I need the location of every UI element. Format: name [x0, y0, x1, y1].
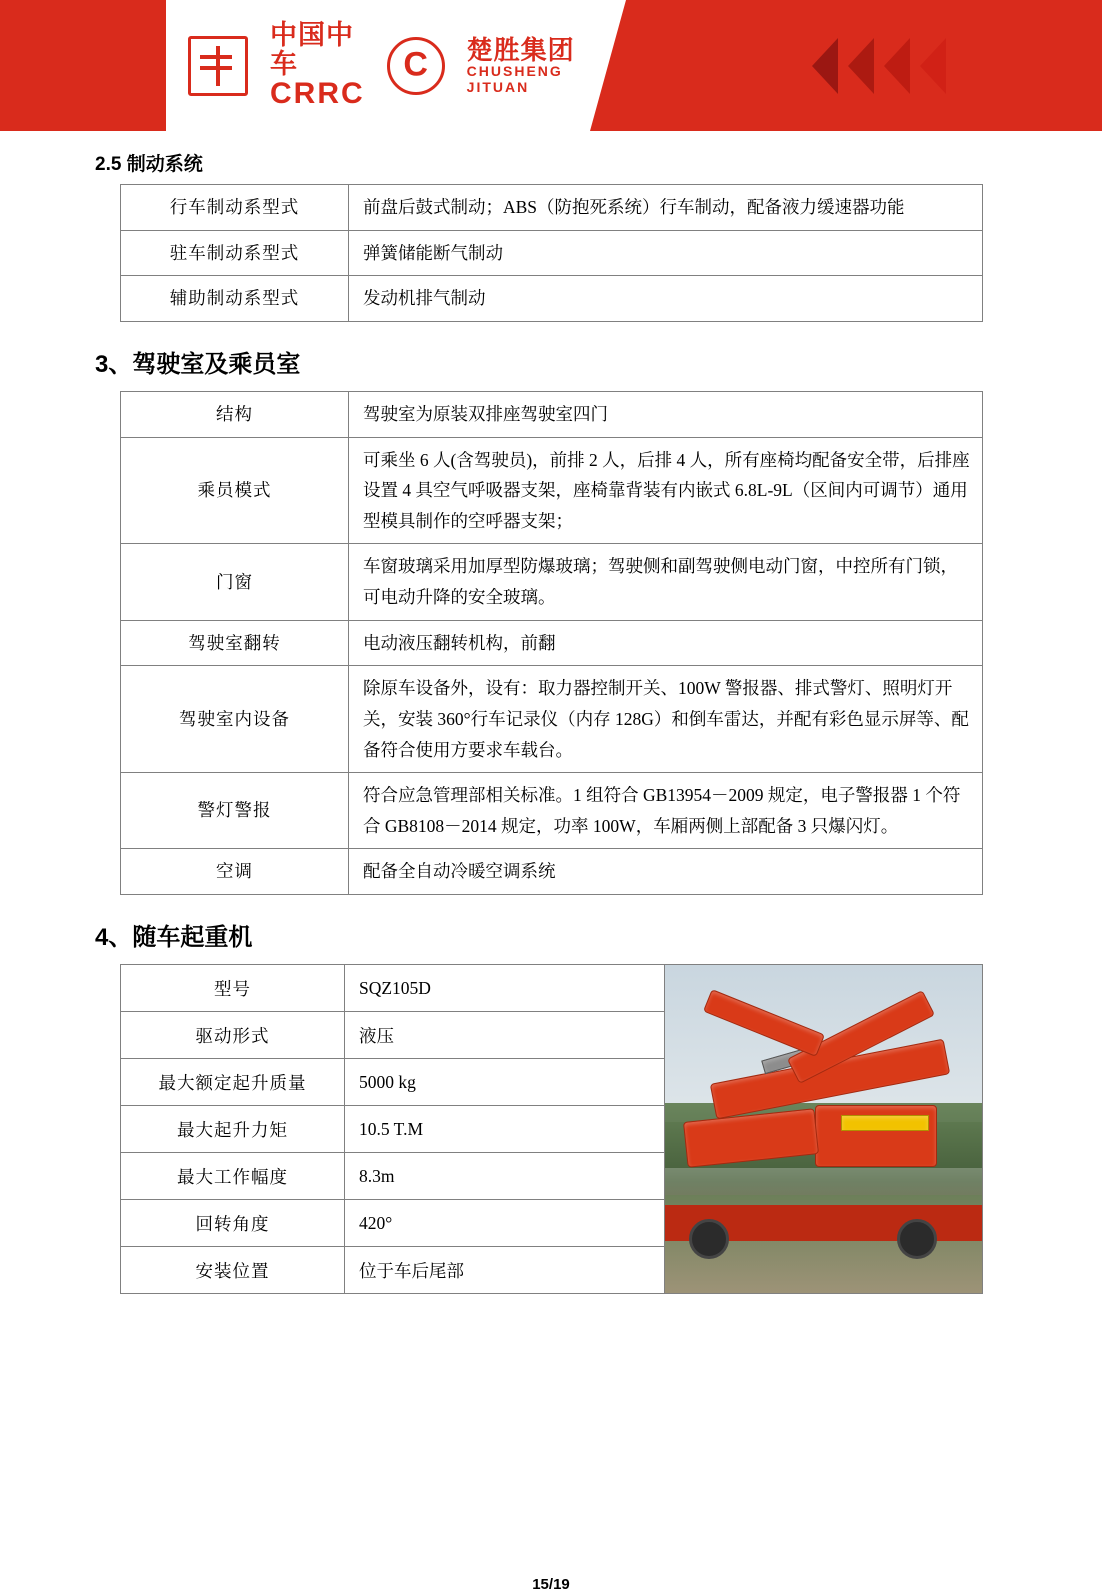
- table-row: [121, 1200, 665, 1247]
- table-row: [121, 849, 983, 895]
- row-value: 5000 kg: [345, 1059, 665, 1106]
- table-row: [121, 230, 983, 276]
- chevron-icon: [848, 38, 874, 94]
- photo-wheel: [689, 1219, 729, 1259]
- chevron-icon: [920, 38, 946, 94]
- crrc-logo-icon: [188, 36, 248, 96]
- row-value: 电动液压翻转机构，前翻: [349, 620, 983, 666]
- table-row: [121, 437, 983, 544]
- row-label: 门窗: [121, 544, 349, 620]
- header-red-band-left: [0, 0, 166, 131]
- row-label: 回转角度: [121, 1200, 345, 1247]
- row-label: 安装位置: [121, 1247, 345, 1294]
- chevron-icon: [812, 38, 838, 94]
- document-body: [0, 149, 1102, 1593]
- row-label: 最大工作幅度: [121, 1153, 345, 1200]
- row-value: SQZ105D: [345, 965, 665, 1012]
- crrc-logo-text: [270, 21, 365, 109]
- row-label: 驻车制动系型式: [121, 230, 349, 276]
- section-heading-brake: 2.5 制动系统: [95, 154, 203, 175]
- crane-section: [120, 964, 983, 1294]
- header-red-band-right: [590, 0, 1102, 131]
- table-row: [121, 1247, 665, 1294]
- row-value: 420°: [345, 1200, 665, 1247]
- table-row: [121, 1153, 665, 1200]
- row-value: 位于车后尾部: [345, 1247, 665, 1294]
- row-value: 驾驶室为原装双排座驾驶室四门: [349, 391, 983, 437]
- header-notch: [590, 0, 626, 131]
- chusheng-logo-english: CHUSHENG JITUAN: [466, 63, 563, 95]
- crane-table: [120, 964, 665, 1294]
- page-number: 15/19: [532, 1576, 570, 1593]
- row-value: 车窗玻璃采用加厚型防爆玻璃；驾驶侧和副驾驶侧电动门窗，中控所有门锁，可电动升降的安全玻璃。: [349, 544, 983, 620]
- table-row: [121, 544, 983, 620]
- chusheng-logo-text: [467, 36, 590, 95]
- row-value: 符合应急管理部相关标准。1 组符合 GB13954－2009 规定，电子警报器 1 个符合 GB8108－2014 规定，功率 100W，车厢两侧上部配备 3 只爆闪灯。: [349, 773, 983, 849]
- row-label: 最大起升力矩: [121, 1106, 345, 1153]
- row-value: 配备全自动冷暖空调系统: [349, 849, 983, 895]
- crrc-logo-english: CRRC: [270, 77, 365, 111]
- page-header: [0, 0, 1102, 131]
- row-value: 前盘后鼓式制动；ABS（防抱死系统）行车制动，配备液力缓速器功能: [349, 185, 983, 231]
- row-value: 发动机排气制动: [349, 276, 983, 322]
- table-row: [121, 1106, 665, 1153]
- row-label: 乘员模式: [121, 437, 349, 544]
- table-row: [121, 666, 983, 773]
- row-label: 型号: [121, 965, 345, 1012]
- row-label: 空调: [121, 849, 349, 895]
- row-label: 结构: [121, 391, 349, 437]
- row-label: 警灯警报: [121, 773, 349, 849]
- row-value: 除原车设备外，设有：取力器控制开关、100W 警报器、排式警灯、照明灯开关，安装 360°行车记录仪（内存 128G）和倒车雷达，并配有彩色显示屏等、配备符合使用方要求车载台。: [349, 666, 983, 773]
- row-value: 10.5 T.M: [345, 1106, 665, 1153]
- table-row: [121, 620, 983, 666]
- row-label: 行车制动系型式: [121, 185, 349, 231]
- row-value: 液压: [345, 1012, 665, 1059]
- chusheng-logo-chinese: 楚胜集团: [466, 34, 575, 65]
- table-row: [121, 185, 983, 231]
- section-heading-crane: 4、随车起重机: [95, 924, 253, 951]
- row-label: 驱动形式: [121, 1012, 345, 1059]
- section-heading-cab: 3、驾驶室及乘员室: [95, 350, 301, 378]
- row-value: 可乘坐 6 人(含驾驶员)，前排 2 人，后排 4 人，所有座椅均配备安全带，后排座设置 4 具空气呼吸器支架，座椅靠背装有内嵌式 6.8L-9L（区间内可调节）通用型模具制作的空呼器支架；: [349, 437, 983, 544]
- row-label: 最大额定起升质量: [121, 1059, 345, 1106]
- row-label: 辅助制动系型式: [121, 276, 349, 322]
- table-row: [121, 391, 983, 437]
- row-label: 驾驶室翻转: [121, 620, 349, 666]
- brake-system-table: [120, 184, 983, 322]
- table-row: [121, 276, 983, 322]
- row-value: 8.3m: [345, 1153, 665, 1200]
- crane-photo: [665, 964, 983, 1294]
- cab-table: [120, 391, 983, 895]
- table-row: [121, 1012, 665, 1059]
- logo-area: [166, 0, 590, 131]
- chusheng-logo-icon: [387, 37, 445, 95]
- chevron-icon: [884, 38, 910, 94]
- row-label: 驾驶室内设备: [121, 666, 349, 773]
- photo-wheel: [897, 1219, 937, 1259]
- row-value: 弹簧储能断气制动: [349, 230, 983, 276]
- table-row: [121, 965, 665, 1012]
- crane-warning-label: [841, 1115, 929, 1131]
- crrc-logo-chinese: 中国中车: [270, 20, 354, 79]
- table-row: [121, 773, 983, 849]
- table-row: [121, 1059, 665, 1106]
